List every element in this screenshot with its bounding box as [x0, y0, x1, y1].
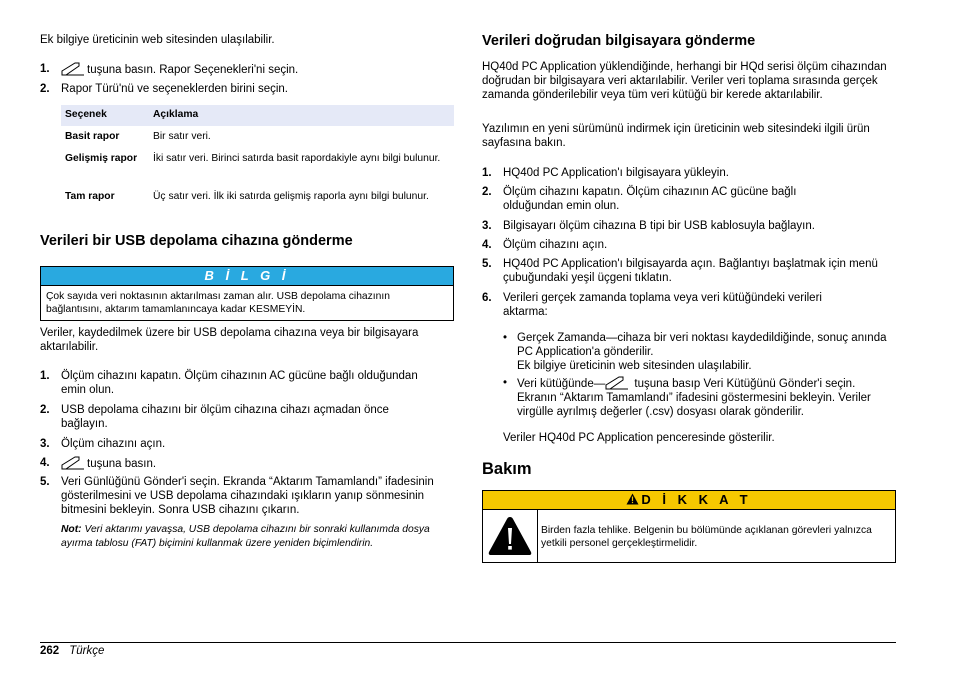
usb-paragraph: Veriler, kaydedilmek üzere bir USB depolama cihazına veya bir bilgisayara aktarılabilir. [40, 327, 419, 353]
usb-heading: Verileri bir USB depolama cihazına gönderme [40, 233, 353, 249]
pc-paragraph-2: Yazılımın en yeni sürümünü indirmek için üreticinin web sitesindeki ilgili ürün sayfasına bakın. [482, 123, 870, 149]
info-text: Çok sayıda veri noktasının aktarılması zaman alır. USB depolama cihazının bağlantısını, aktarım tamamlanıncaya kadar KESMEYİN. [46, 291, 390, 315]
pc-paragraph-1: HQ40d PC Application yüklendiğinde, herhangi bir HQd serisi ölçüm cihazından doğrudan bir bilgisayara veri aktarılabilir. Veriler veri toplama sırasında gerçek zamanda gönderilebilir veya tüm veri kütüğü bir kerede aktarılabilir. [482, 61, 887, 101]
page-number: 262 [40, 645, 60, 657]
table-header: Seçenek [61, 105, 149, 126]
note-label: Not: [61, 524, 82, 535]
info-title: B İ L G İ [41, 267, 453, 286]
options-table [61, 105, 454, 218]
table-row: Tam rapor Üç satır veri. İlk iki satırda gelişmiş raporla aynı bilgi bulunur. [65, 191, 429, 202]
caution-icon-cell [483, 510, 538, 562]
footer-language: Türkçe [69, 645, 105, 657]
bakim-heading: Bakım [482, 460, 532, 478]
footer [40, 644, 104, 658]
note-text: Veri aktarımı yavaşsa, USB depolama cihazını bir sonraki kullanımda dosya ayırma tablosu (FAT) biçimini kullanmak üzere yeniden biçimlendirin. [61, 524, 430, 549]
caution-box [482, 490, 896, 563]
intro-text: Ek bilgiye üreticinin web sitesinden ulaşılabilir. [40, 34, 275, 46]
table-row: Gelişmiş rapor İki satır veri. Birinci satırda basit rapordakiyle aynı bilgi bulunur. [65, 153, 441, 164]
table-header: Açıklama [149, 105, 454, 126]
pc-final-text: Veriler HQ40d PC Application penceresinde gösterilir. [503, 432, 775, 444]
note [61, 523, 454, 550]
caution-text: Birden fazla tehlike. Belgenin bu bölümünde açıklanan görevleri yalnızca yetkili personel gerçekleştirmelidir. [541, 525, 872, 549]
pencil-icon [605, 376, 629, 390]
table-row: Basit rapor Bir satır veri. [65, 131, 211, 142]
pc-heading: Verileri doğrudan bilgisayara gönderme [482, 33, 756, 49]
footer-divider [40, 642, 896, 643]
pencil-icon [61, 62, 85, 76]
hazard-triangle-icon [487, 515, 533, 557]
pencil-icon [61, 456, 85, 470]
info-box [40, 266, 454, 321]
caution-title: D İ K K A T [641, 492, 752, 507]
caution-title-bar [483, 491, 895, 510]
warning-icon [626, 493, 639, 505]
